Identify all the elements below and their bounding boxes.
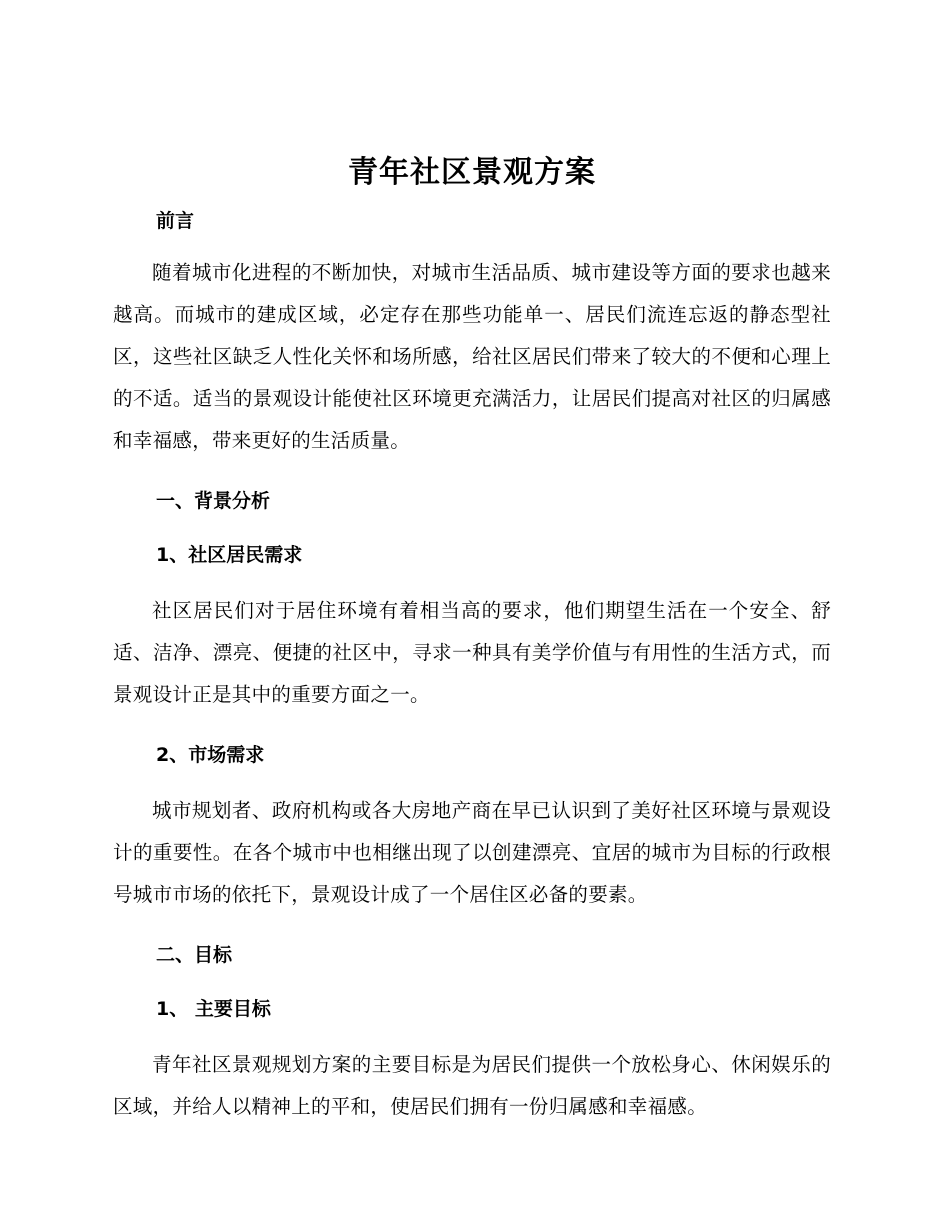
document-body <box>113 150 831 1128</box>
market-needs-paragraph: 城市规划者、政府机构或各大房地产商在早已认识到了美好社区环境与景观设计的重要性。在各个城市中也相继出现了以创建漂亮、宜居的城市为目标的行政根号城市市场的依托下，景观设计成了一个居住区必备的要素。 <box>113 799 831 906</box>
preface-paragraph: 随着城市化进程的不断加快，对城市生活品质、城市建设等方面的要求也越来越高。而城市的建成区域，必定存在那些功能单一、居民们流连忘返的静态型社区，这些社区缺乏人性化关怀和场所感，给社区居民们带来了较大的不便和心理上的不适。适当的景观设计能使社区环境更充满活力，让居民们提高对社区的归属感和幸福感，带来更好的生活质量。 <box>113 261 831 452</box>
market-needs-heading: 2、市场需求 <box>156 744 265 766</box>
document-title: 青年社区景观方案 <box>348 155 596 190</box>
resident-needs-paragraph: 社区居民们对于居住环境有着相当高的要求，他们期望生活在一个安全、舒适、洁净、漂亮、便捷的社区中，寻求一种具有美学价值与有用性的生活方式，而景观设计正是其中的重要方面之一。 <box>113 599 831 706</box>
background-analysis-heading: 一、背景分析 <box>156 490 271 512</box>
resident-needs-heading: 1、社区居民需求 <box>156 544 303 566</box>
main-goal-heading: 1、 主要目标 <box>156 998 271 1020</box>
goals-heading: 二、目标 <box>156 944 233 966</box>
main-goal-paragraph: 青年社区景观规划方案的主要目标是为居民们提供一个放松身心、休闲娱乐的区域，并给人以精神上的平和，使居民们拥有一份归属感和幸福感。 <box>113 1053 831 1118</box>
preface-heading: 前言 <box>156 210 195 232</box>
